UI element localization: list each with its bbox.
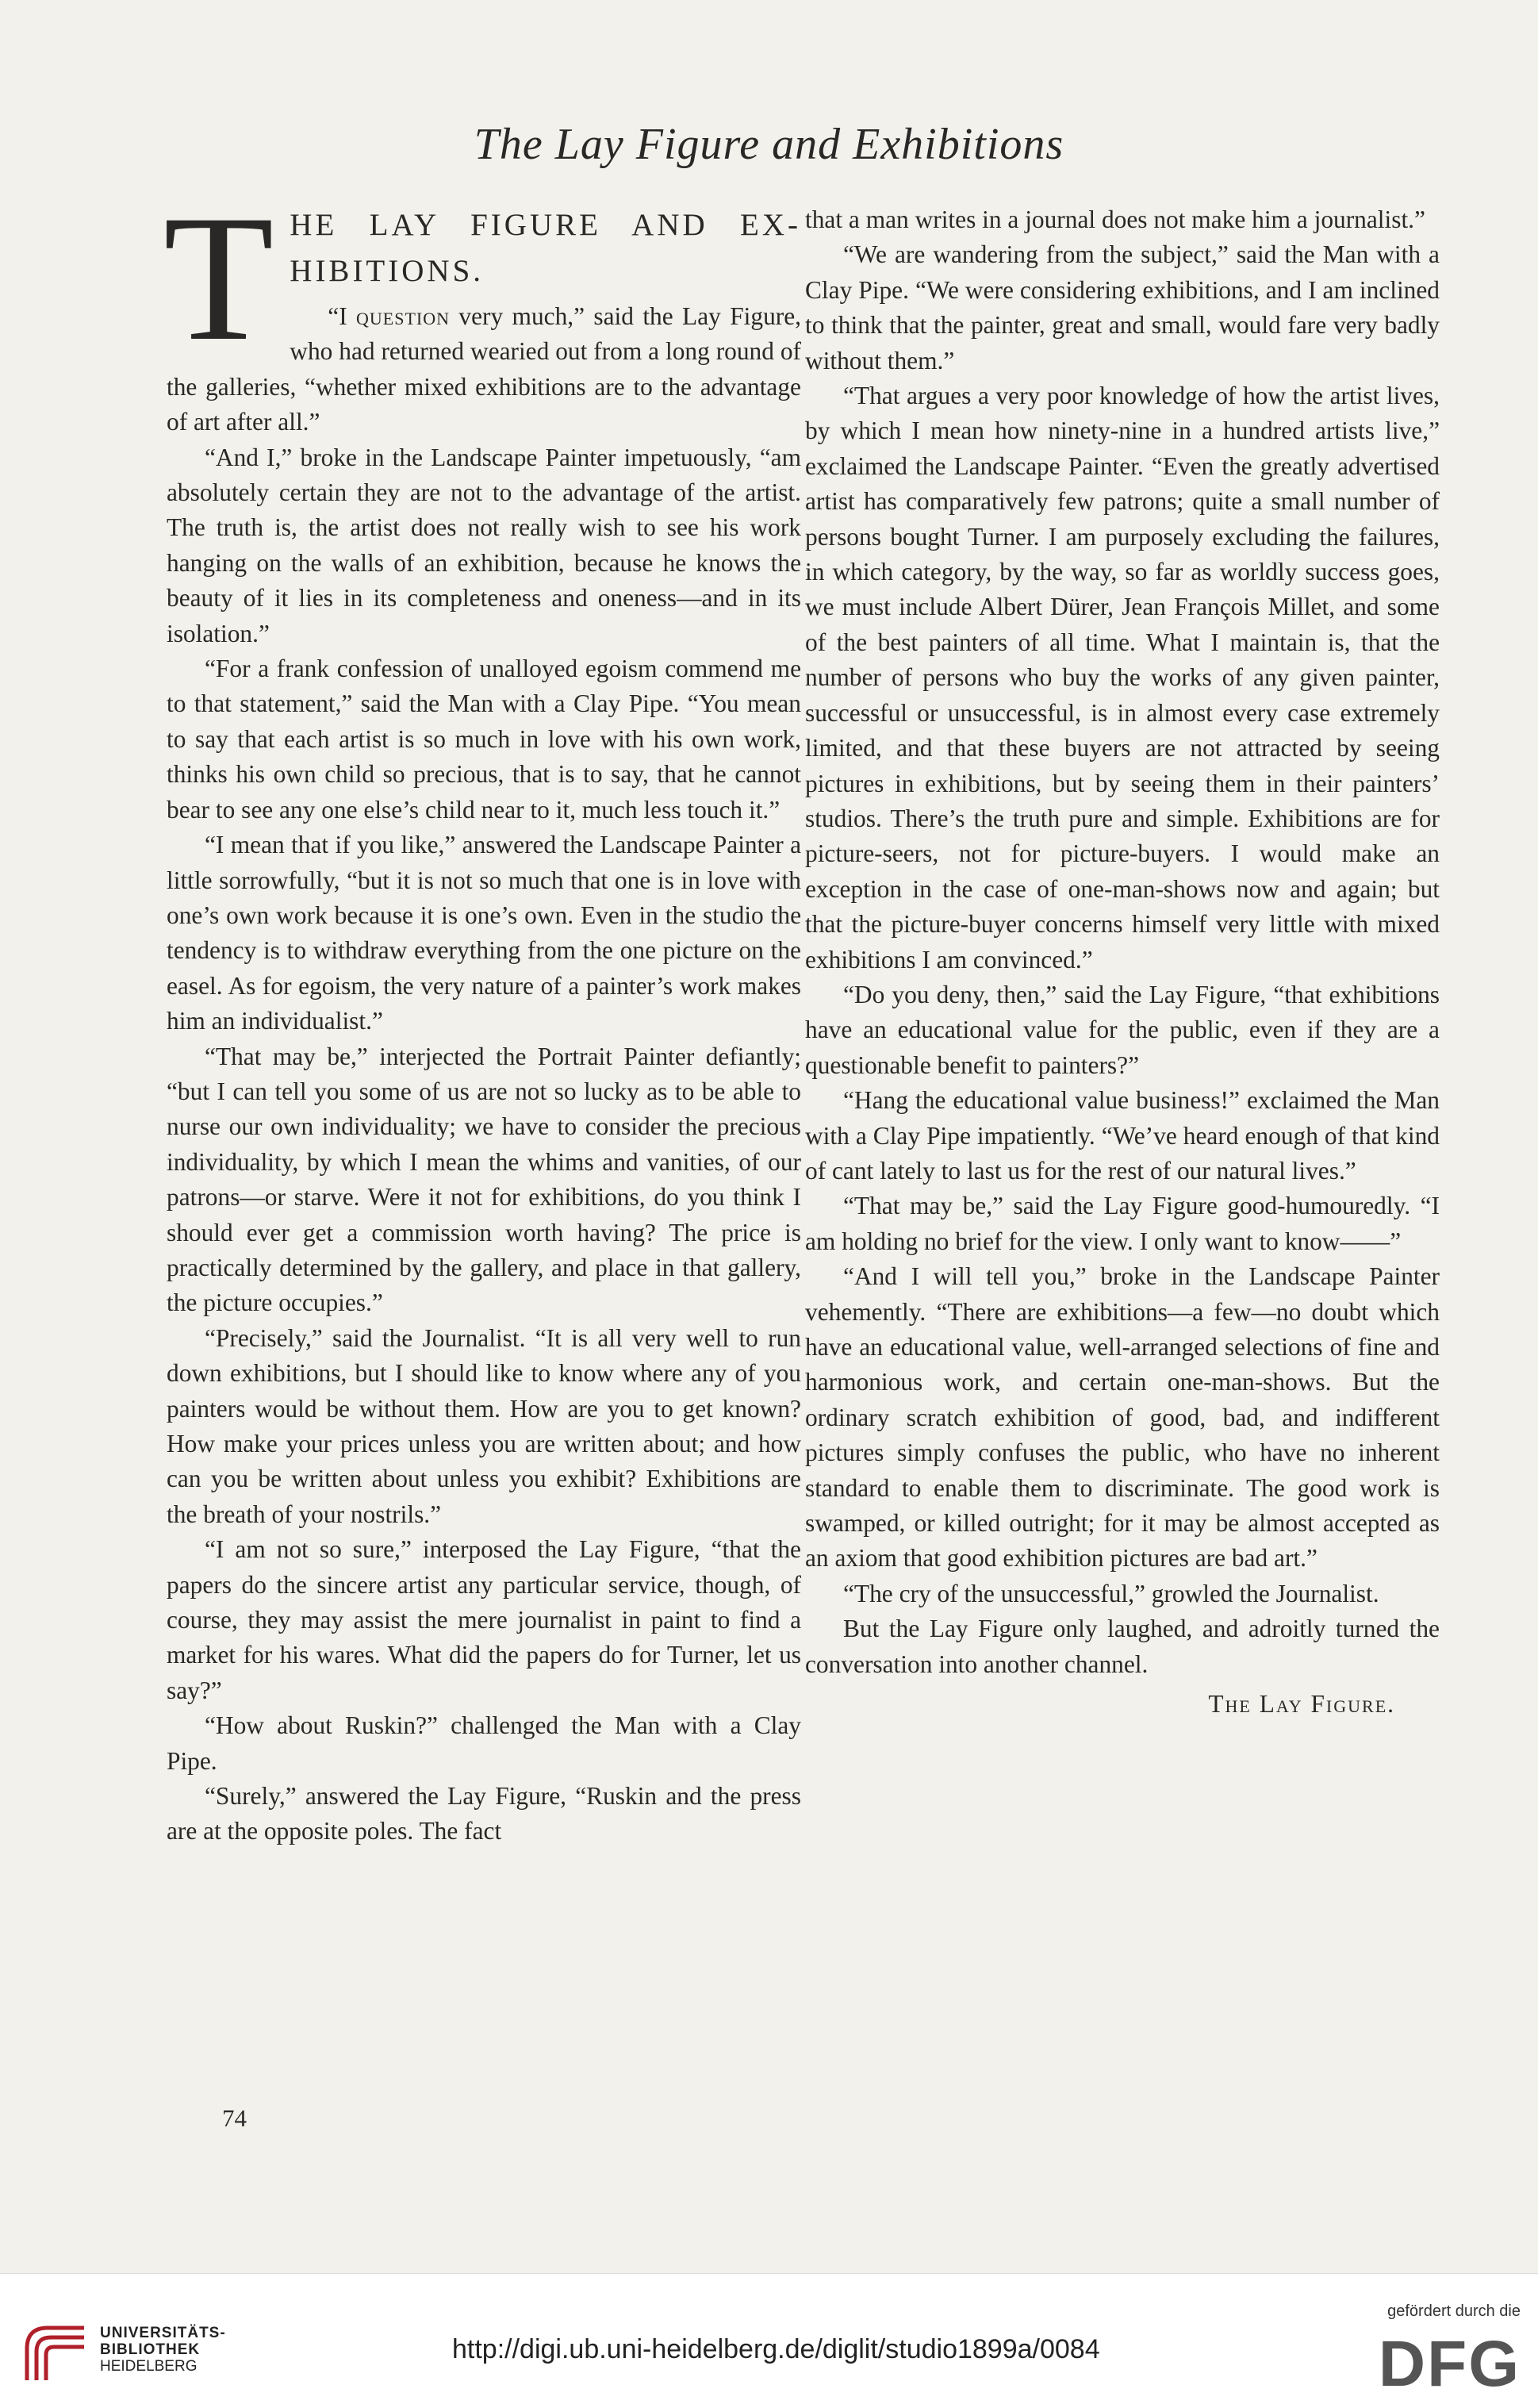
paragraph: “Do you deny, then,” said the Lay Figure, “that exhibitions have an educational value for the public, even if they are a questionable benefit to painters?” — [805, 980, 1440, 1079]
paragraph: “I mean that if you like,” answered the Landscape Painter a little sorrowfully, “but it is not so much that one is in love with one’s own work because it is one’s own. Even in the studio the tendency is to withdraw everything from the one picture on the easel. As for egoism, the very nature of a painter’s work makes him an individualist.” — [167, 831, 801, 1035]
paragraph: “We are wandering from the subject,” said the Man with a Clay Pipe. “We were considering exhibitions, and I am inclined to think that the painter, great and small, would fare very badly without them.” — [805, 240, 1440, 374]
paragraph: “That argues a very poor knowledge of how the artist lives, by which I mean how ninety-nine in a hundred artists live,” exclaimed the Landscape Painter. “Even the greatly advertised artist has comparatively few patrons; quite a small number of persons bought Turner. I am purposely excluding the failures, in which category, by the way, so far as worldly success goes, we must include Albert Dürer, Jean François Millet, and some of the best painters of all time. What I maintain is, that the number of persons who buy the works of any given painter, successful or unsuccessful, is in almost every case extremely limited, and that these buyers are not attracted by seeing pictures in exhibitions, but by seeing them in their painters’ studios. There’s the truth pure and simple. Exhibitions are for picture-seers, not for picture-buyers. I would make an exception in the case of one-man-shows now and again; but that the picture-buyer concerns himself very little with mixed exhibitions I am convinced.” — [805, 382, 1440, 974]
paragraph: “I question very much,” said the Lay Figure, who had returned wearied out from a long round of the galleries, “whether mixed exhibitions are to the advantage of art after all.” — [167, 302, 802, 436]
paragraph: “For a frank confession of unalloyed egoism commend me to that statement,” said the Man with a Clay Pipe. “You mean to say that each artist is so much in love with his own work, thinks his own child so precious, that is to say, that he cannot bear to see any one else’s child near to it, much less touch it.” — [167, 655, 801, 824]
running-head: The Lay Figure and Exhibitions — [474, 120, 1064, 169]
drop-cap: T — [163, 179, 278, 378]
right-paragraphs — [805, 202, 1440, 1682]
paragraph: “And I,” broke in the Landscape Painter impetuously, “am absolutely certain they are not to the advantage of the artist. The truth is, the artist does not really wish to see his work hanging on the walls of an exhibition, because he knows the beauty of it lies in its completeness and oneness—and in its isolation.” — [167, 443, 801, 647]
paragraph: “Surely,” answered the Lay Figure, “Ruskin and the press are at the opposite poles. The fact — [167, 1782, 801, 1845]
university-library-name: UNIVERSITÄTS- BIBLIOTHEK HEIDELBERG — [100, 2325, 226, 2375]
paragraph: But the Lay Figure only laughed, and adroitly turned the conversation into another channel. — [805, 1615, 1440, 1678]
left-column — [163, 179, 802, 1849]
paragraph: “That may be,” interjected the Portrait Painter defiantly; “but I can tell you some of us are not so lucky as to be able to nurse our own individuality; we have to consider the precious individuality, by which I mean the whims and vanities, of our patrons—or starve. Were it not for exhibitions, do you think I should ever get a commission worth having? The price is practically determined by the gallery, and place in that gallery, the picture occupies.” — [167, 1042, 801, 1317]
paragraph: “Precisely,” said the Journalist. “It is all very well to run down exhibitions, but I should like to know where any of you painters would be without them. How are you to get known? How make your prices unless you are written about; and how can you be written about unless you exhibit? Exhibitions are the breath of your nostrils.” — [167, 1323, 801, 1528]
footer-bar — [0, 2273, 1538, 2408]
source-url-link[interactable]: http://digi.ub.uni-heidelberg.de/diglit/studio1899a/0084 — [452, 2334, 1100, 2364]
sponsor-text: gefördert durch die — [1387, 2302, 1521, 2320]
dfg-logo: DFG — [1378, 2328, 1521, 2400]
paragraph: “And I will tell you,” broke in the Landscape Painter vehemently. “There are exhibitions—a few—no doubt which have an educational value, well-arranged selections of fine and harmonious work, and certain one-man-shows. But the ordinary scratch exhibition of good, bad, and indifferent pictures simply confuses the public, who have no inherent standard to enable them to discriminate. The good work is swamped, or killed outright; for it may be almost accepted as an axiom that good exhibition pictures are bad art.” — [805, 1262, 1440, 1573]
university-library-logo-icon — [21, 2317, 92, 2385]
article-title: HE LAY FIGURE AND EX-HIBITIONS. — [290, 208, 801, 288]
signature: The Lay Figure. — [1208, 1690, 1395, 1719]
paragraph: “The cry of the unsuccessful,” growled the Journalist. — [843, 1579, 1379, 1607]
paragraph: “That may be,” said the Lay Figure good-humouredly. “I am holding no brief for the view. I only want to know——” — [805, 1192, 1440, 1255]
left-paragraphs — [167, 299, 801, 1849]
paragraph: “Hang the educational value business!” exclaimed the Man with a Clay Pipe impatiently. “We’ve heard enough of that kind of cant lately to last us for the rest of our natural lives.” — [805, 1086, 1440, 1185]
paragraph: “How about Ruskin?” challenged the Man with a Clay Pipe. — [167, 1711, 801, 1775]
paragraph: “I am not so sure,” interposed the Lay Figure, “that the papers do the sincere artist any particular service, though, of course, they may assist the mere journalist in paint to find a market for his wares. What did the papers do for Turner, let us say?” — [167, 1535, 801, 1704]
page-number: 74 — [222, 2104, 247, 2132]
right-column — [805, 202, 1440, 1722]
paragraph: that a man writes in a journal does not make him a journalist.” — [805, 205, 1425, 233]
